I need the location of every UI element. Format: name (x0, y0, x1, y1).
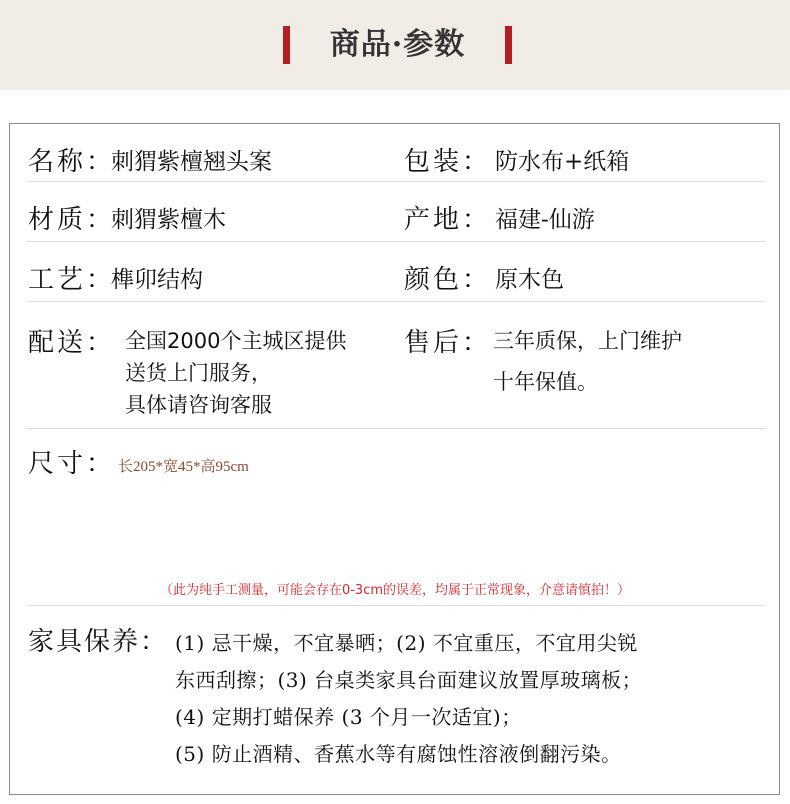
row-divider (26, 241, 766, 242)
origin-label: 产地： (404, 205, 492, 235)
delivery-line: 具体请咨询客服 (125, 393, 272, 417)
packaging-value: 防水布+纸箱 (495, 149, 630, 175)
after-sales-value (493, 325, 682, 398)
row-divider (26, 301, 766, 302)
care-label: 家具保养： (28, 627, 169, 657)
care-line: (4) 定期打蜡保养 (3 个月一次适宜)； (175, 705, 522, 729)
name-value: 刺猬紫檀翘头案 (111, 149, 272, 175)
header-banner (0, 0, 790, 90)
color-label: 颜色： (404, 265, 492, 295)
after-sales-line: 十年保值。 (493, 370, 598, 394)
craft-label: 工艺： (28, 265, 116, 295)
origin-value: 福建-仙游 (495, 207, 595, 233)
header-left-bar (283, 26, 290, 64)
delivery-label: 配送： (28, 328, 116, 358)
care-line: (1) 忌干燥，不宜暴晒；(2) 不宜重压，不宜用尖锐 (175, 631, 638, 655)
size-value: 长205*宽45*高95cm (118, 459, 249, 475)
row-divider (26, 605, 766, 606)
page-title: 商品·参数 (329, 27, 466, 62)
after-sales-label: 售后： (404, 328, 492, 358)
header-right-bar (505, 26, 512, 64)
care-line: (5) 防止酒精、香蕉水等有腐蚀性溶液倒翻污染。 (175, 742, 622, 766)
color-value: 原木色 (495, 267, 564, 293)
packaging-label: 包装： (404, 147, 492, 177)
material-value: 刺猬紫檀木 (111, 207, 226, 233)
delivery-line: 送货上门服务， (125, 361, 272, 385)
delivery-value (125, 325, 346, 421)
care-line: 东西刮擦；(3) 台桌类家具台面建议放置厚玻璃板； (175, 668, 643, 692)
row-divider (26, 181, 766, 182)
material-label: 材质： (28, 205, 116, 235)
craft-value: 榫卯结构 (111, 267, 203, 293)
measurement-note: （此为纯手工测量，可能会存在0-3cm的误差，均属于正常现象，介意请慎拍！） (159, 583, 631, 598)
delivery-line: 全国2000个主城区提供 (125, 329, 347, 353)
name-label: 名称： (28, 147, 116, 177)
size-label: 尺寸： (28, 449, 116, 479)
after-sales-line: 三年质保，上门维护 (493, 329, 682, 353)
row-divider (26, 428, 766, 429)
